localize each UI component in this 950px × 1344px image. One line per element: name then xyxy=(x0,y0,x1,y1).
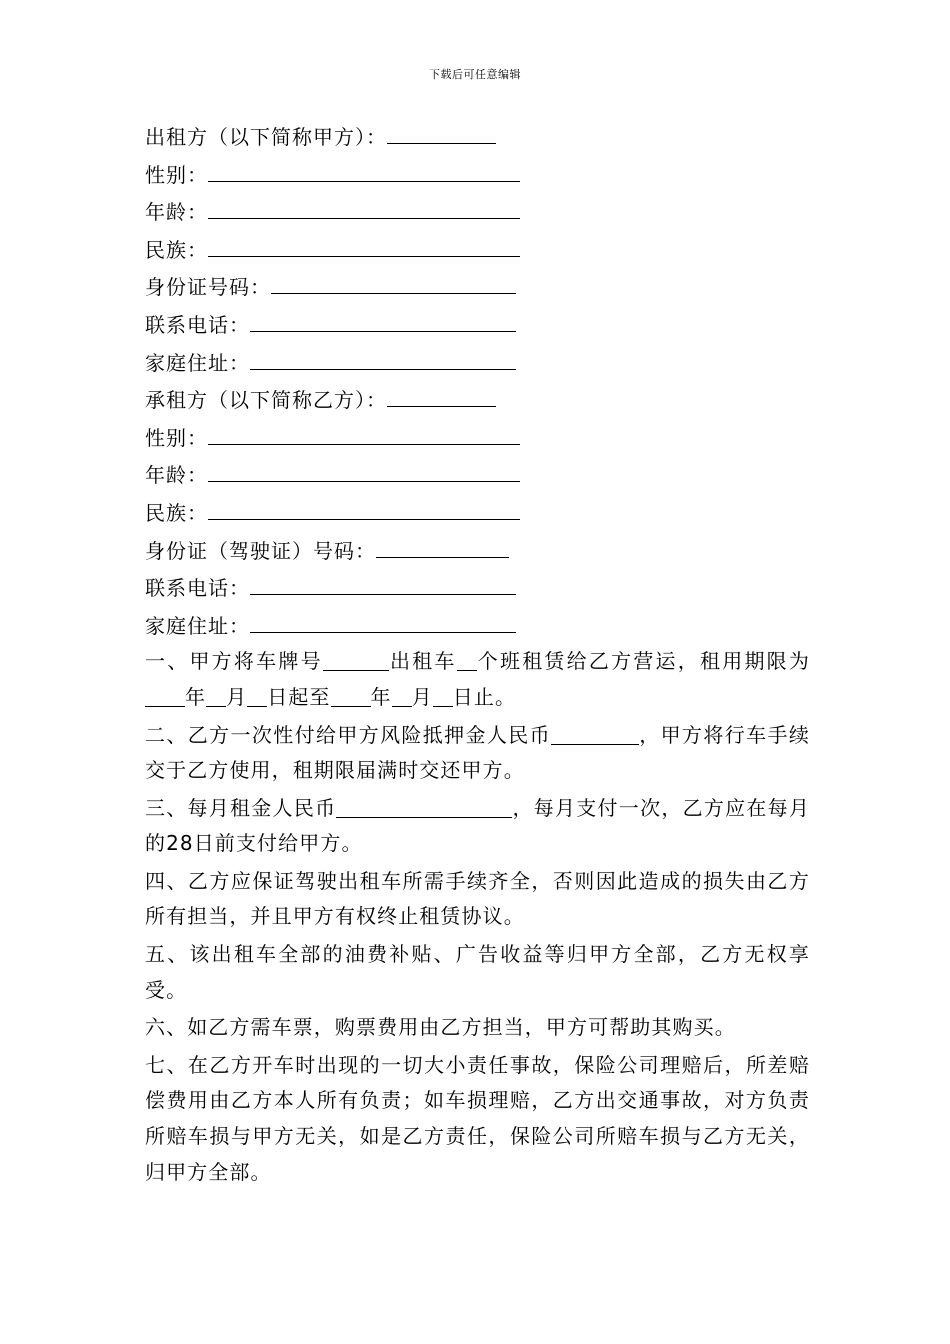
lessee-address-blank[interactable] xyxy=(250,607,516,633)
lessor-name-blank[interactable] xyxy=(387,118,496,144)
start-day-blank[interactable] xyxy=(247,684,267,707)
shift-count-blank[interactable] xyxy=(457,648,477,671)
clause-1-text-h: 月 xyxy=(411,684,433,709)
lessor-ethnicity-field xyxy=(145,231,810,269)
clause-1-text-c: 个班租赁给乙方营运，租用期限为 xyxy=(476,649,810,674)
lessor-id-field xyxy=(145,268,810,306)
lessor-ethnicity-blank[interactable] xyxy=(208,231,520,257)
clause-2 xyxy=(145,718,810,789)
lessee-title-label: 承租方（以下简称乙方）： xyxy=(145,388,387,413)
lessee-ethnicity-field xyxy=(145,494,810,532)
clause-3-text-a: 三、每月租金人民币 xyxy=(145,795,337,820)
clause-1 xyxy=(145,644,810,715)
lessee-phone-label: 联系电话： xyxy=(145,576,250,601)
clause-3 xyxy=(145,791,810,862)
lessor-age-field xyxy=(145,193,810,231)
lessor-phone-blank[interactable] xyxy=(250,306,516,332)
lessor-address-label: 家庭住址： xyxy=(145,350,250,375)
clause-7: 七、在乙方开车时出现的一切大小责任事故，保险公司理赔后，所差赔偿费用由乙方本人所有负责；如车损理赔，乙方出交通事故，对方负责所赔车损与甲方无关，如是乙方责任，保险公司所赔车损与乙方无关，归甲方全部。 xyxy=(145,1052,810,1184)
clause-1-text-i: 日止。 xyxy=(452,684,517,709)
lessee-ethnicity-label: 民族： xyxy=(145,500,208,525)
lessee-phone-blank[interactable] xyxy=(250,569,516,595)
end-month-blank[interactable] xyxy=(392,684,412,707)
lessee-gender-field xyxy=(145,419,810,457)
clause-1-text-g: 年 xyxy=(370,684,392,709)
clause-1-text-d: 年 xyxy=(185,684,207,709)
lessor-gender-field xyxy=(145,156,810,194)
lessor-title-label: 出租方（以下简称甲方）： xyxy=(145,125,387,149)
lessor-gender-label: 性别： xyxy=(145,162,208,187)
lessor-address-field xyxy=(145,344,810,382)
lessor-title-field xyxy=(145,118,810,156)
lessee-age-label: 年龄： xyxy=(145,463,208,488)
plate-number-blank[interactable] xyxy=(323,648,389,671)
start-year-blank[interactable] xyxy=(145,684,185,707)
clause-5: 五、该出租车全部的油费补贴、广告收益等归甲方全部，乙方无权享受。 xyxy=(145,942,810,1002)
lessee-age-field xyxy=(145,456,810,494)
lessor-age-label: 年龄： xyxy=(145,200,208,225)
lessee-id-blank[interactable] xyxy=(376,532,509,558)
deposit-amount-blank[interactable] xyxy=(551,722,639,745)
lessor-id-blank[interactable] xyxy=(271,268,516,294)
lessee-address-label: 家庭住址： xyxy=(145,613,250,638)
page-header-note: 下载后可任意编辑 xyxy=(429,68,521,81)
clause-2-text-a: 二、乙方一次性付给甲方风险抵押金人民币 xyxy=(145,722,552,747)
lessor-id-label: 身份证号码： xyxy=(145,275,271,300)
lessor-ethnicity-label: 民族： xyxy=(145,237,208,262)
lessee-age-blank[interactable] xyxy=(208,456,520,482)
start-month-blank[interactable] xyxy=(206,684,226,707)
lessor-phone-field xyxy=(145,306,810,344)
clause-2-text-b: ，甲方将行车手续交于乙方使用，租期限届满时交还甲方。 xyxy=(145,722,810,783)
clause-3-text-b: ，每月支付一次，乙方应在每月的28日前支付给甲方。 xyxy=(145,795,810,856)
lessor-age-blank[interactable] xyxy=(208,193,520,219)
end-year-blank[interactable] xyxy=(331,684,371,707)
clause-1-text-e: 月 xyxy=(226,684,248,709)
lessor-gender-blank[interactable] xyxy=(208,156,520,182)
clause-1-text-a: 一、甲方将车牌号 xyxy=(145,649,323,674)
lessor-phone-label: 联系电话： xyxy=(145,312,250,337)
lessor-address-blank[interactable] xyxy=(250,344,516,370)
clause-4: 四、乙方应保证驾驶出租车所需手续齐全，否则因此造成的损失由乙方所有担当，并且甲方有权终止租赁协议。 xyxy=(145,868,810,929)
end-day-blank[interactable] xyxy=(433,684,453,707)
lessee-address-field xyxy=(145,607,810,645)
lessee-id-field xyxy=(145,532,810,570)
contract-body xyxy=(145,118,810,1192)
clause-6: 六、如乙方需车票，购票费用由乙方担当，甲方可帮助其购买。 xyxy=(145,1015,736,1040)
clause-1-text-b: 出租车 xyxy=(388,649,457,674)
clause-1-text-f: 日起至 xyxy=(267,684,331,709)
lessee-gender-blank[interactable] xyxy=(208,419,520,445)
lessee-title-field xyxy=(145,381,810,419)
lessee-ethnicity-blank[interactable] xyxy=(208,494,520,520)
lessee-phone-field xyxy=(145,569,810,607)
lessee-name-blank[interactable] xyxy=(387,381,496,407)
monthly-rent-blank[interactable] xyxy=(336,795,512,818)
lessee-id-label: 身份证（驾驶证）号码： xyxy=(145,538,376,563)
lessee-gender-label: 性别： xyxy=(145,425,208,450)
